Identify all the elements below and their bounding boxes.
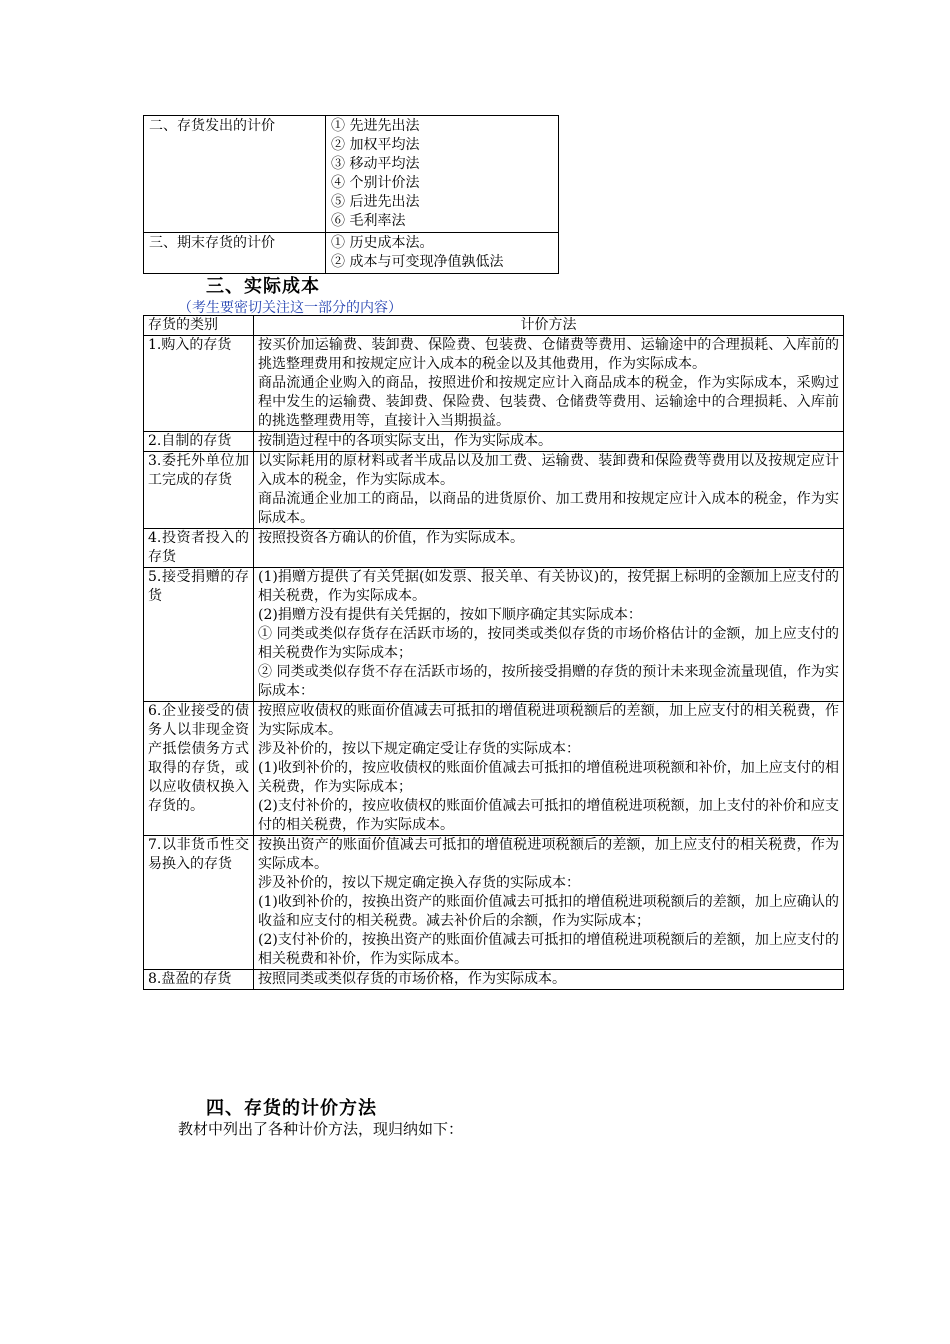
method-paragraph: 商品流通企业购入的商品，按照进价和按规定应计入商品成本的税金，作为实际成本，采购过程中发生的运输费、装卸费、保险费、包装费、仓储费等费用、运输途中的合理损耗、入库前的挑选整理费用等，直接计入当期损益。 [258,375,839,429]
inventory-category: 5.接受捐赠的存货 [144,568,254,702]
section-3-note: （考生要密切关注这一部分的内容） [178,300,402,316]
table-row [144,116,559,233]
inventory-category: 2.自制的存货 [144,432,254,452]
valuation-methods [326,233,559,274]
inventory-category: 6.企业接受的债务人以非现金资产抵偿债务方式取得的存货，或以应收债权换入存货的。 [144,702,254,836]
table-row [144,452,844,529]
method-paragraph: (1)收到补价的，按应收债权的账面价值减去可抵扣的增值税进项税额和补价，加上应支付的相关税费，作为实际成本； [258,760,839,795]
method-paragraph: 按换出资产的账面价值减去可抵扣的增值税进项税额后的差额，加上应支付的相关税费，作为实际成本。 [258,837,839,872]
method-paragraph: 按买价加运输费、装卸费、保险费、包装费、仓储费等费用、运输途中的合理损耗、入库前的挑选整理费用和按规定应计入成本的税金以及其他费用，作为实际成本。 [258,337,839,372]
table-row [144,836,844,970]
cost-method [254,452,844,529]
cost-method [254,432,844,452]
inventory-category: 3.委托外单位加工完成的存货 [144,452,254,529]
method-item: ⑤ 后进先出法 [331,194,420,210]
header-method: 计价方法 [254,316,844,336]
table-row [144,336,844,432]
inventory-category: 4.投资者投入的存货 [144,529,254,568]
cost-method [254,529,844,568]
method-item: ② 成本与可变现净值孰低法 [331,254,504,270]
section-4-intro: 教材中列出了各种计价方法，现归纳如下： [178,1120,464,1138]
method-paragraph: (2)捐赠方没有提供有关凭据的，按如下顺序确定其实际成本： [258,607,642,623]
method-paragraph: 涉及补价的，按以下规定确定换入存货的实际成本： [258,875,580,891]
method-paragraph: 商品流通企业加工的商品，以商品的进货原价、加工费用和按规定应计入成本的税金，作为实际成本。 [258,491,839,526]
valuation-methods [326,116,559,233]
inventory-category: 7.以非货币性交易换入的存货 [144,836,254,970]
section-4-heading: 四、存货的计价方法 [206,1098,377,1119]
valuation-label: 三、期末存货的计价 [144,233,326,274]
method-paragraph: (2)支付补价的，按应收债权的账面价值减去可抵扣的增值税进项税额，加上支付的补价和应支付的相关税费，作为实际成本。 [258,798,839,833]
section-3-heading: 三、实际成本 [206,276,320,297]
method-paragraph: 以实际耗用的原材料或者半成品以及加工费、运输费、装卸费和保险费等费用以及按规定应计入成本的税金，作为实际成本。 [258,453,839,488]
table-row [144,529,844,568]
method-item: ③ 移动平均法 [331,156,420,172]
header-category: 存货的类别 [144,316,254,336]
inventory-category: 8.盘盈的存货 [144,970,254,990]
method-paragraph: (2)支付补价的，按换出资产的账面价值减去可抵扣的增值税进项税额后的差额，加上应支付的相关税费和补价，作为实际成本。 [258,932,839,967]
method-paragraph: 按照同类或类似存货的市场价格，作为实际成本。 [258,971,566,987]
inventory-valuation-summary-table [143,115,559,274]
valuation-label: 二、存货发出的计价 [144,116,326,233]
cost-method [254,336,844,432]
method-paragraph: 涉及补价的，按以下规定确定受让存货的实际成本： [258,741,580,757]
method-item: ④ 个别计价法 [331,175,420,191]
table-row [144,233,559,274]
table-row [144,432,844,452]
method-item: ② 加权平均法 [331,137,420,153]
method-paragraph: 按照投资各方确认的价值，作为实际成本。 [258,530,524,546]
table-header-row [144,316,844,336]
table-row [144,970,844,990]
cost-method [254,702,844,836]
cost-method [254,970,844,990]
inventory-category: 1.购入的存货 [144,336,254,432]
method-item: ⑥ 毛利率法 [331,213,406,229]
method-paragraph: (1)收到补价的，按换出资产的账面价值减去可抵扣的增值税进项税额后的差额，加上应确认的收益和应支付的相关税费。减去补价后的余额，作为实际成本； [258,894,839,929]
actual-cost-table [143,315,844,990]
table-row [144,568,844,702]
method-paragraph: 按照应收债权的账面价值减去可抵扣的增值税进项税额后的差额，加上应支付的相关税费，作为实际成本。 [258,703,839,738]
method-paragraph: ② 同类或类似存货不存在活跃市场的，按所接受捐赠的存货的预计未来现金流量现值，作为实际成本： [258,664,839,699]
cost-method [254,836,844,970]
method-paragraph: (1)捐赠方提供了有关凭据(如发票、报关单、有关协议)的，按凭据上标明的金额加上应支付的相关税费，作为实际成本。 [258,569,839,604]
method-paragraph: 按制造过程中的各项实际支出，作为实际成本。 [258,433,552,449]
method-item: ① 历史成本法。 [331,235,434,251]
method-item: ① 先进先出法 [331,118,420,134]
cost-method [254,568,844,702]
method-paragraph: ① 同类或类似存货存在活跃市场的，按同类或类似存货的市场价格估计的金额，加上应支付的相关税费作为实际成本； [258,626,839,661]
table-row [144,702,844,836]
